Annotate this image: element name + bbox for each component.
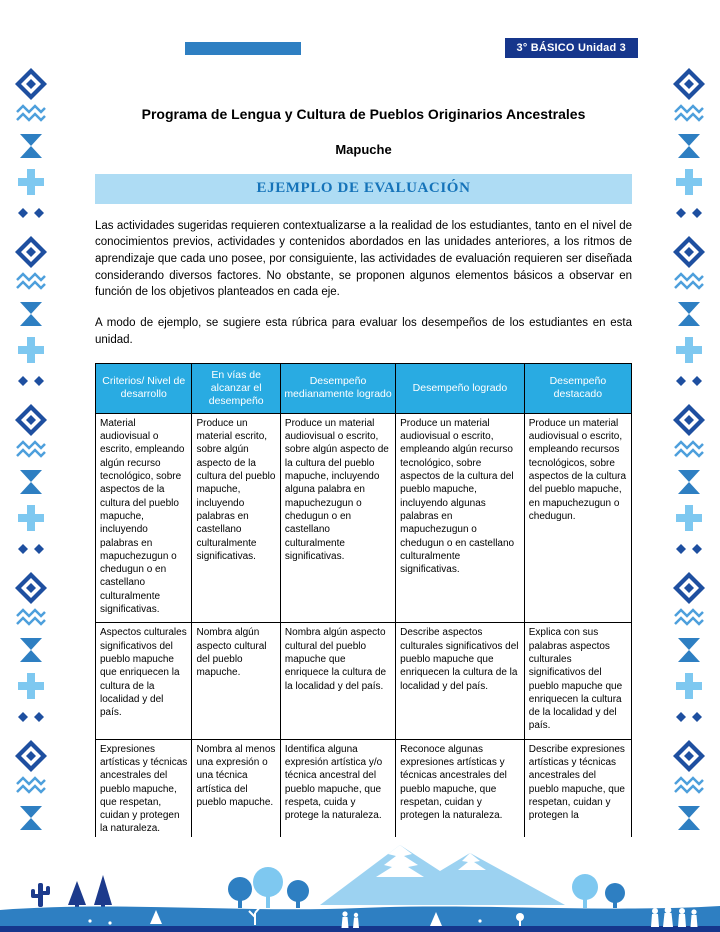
rubric-cell: Produce un material escrito, sobre algún aspecto de la cultura del pueblo mapuche, incluyendo palabras en castellano culturalmente significativas.: [192, 413, 280, 622]
paragraph-2: A modo de ejemplo, se sugiere esta rúbrica para evaluar los desempeños de los estudiantes en esta unidad.: [95, 317, 632, 346]
table-row: [96, 413, 632, 622]
rubric-cell: Nombra algún aspecto cultural del pueblo mapuche que enriquece la cultura de la localidad y del país.: [280, 623, 395, 739]
unit-badge: 3° BÁSICO Unidad 3: [505, 38, 638, 58]
rubric-cell: Material audiovisual o escrito, empleando algún recurso tecnológico, sobre aspectos de la cultura del pueblo mapuche, incluyendo palabras en mapuchezugun o chedugun o en castellano culturalmente significativas.: [96, 413, 192, 622]
decorative-border-left-icon: [13, 62, 49, 848]
intro-paragraphs: [95, 218, 632, 349]
rubric-cell: Identifica alguna expresión artística y/o técnica ancestral del pueblo mapuche, que respeta, cuida y protege la naturaleza.: [280, 739, 395, 842]
program-title: Programa de Lengua y Cultura de Pueblos Originarios Ancestrales: [141, 106, 586, 122]
culture-title: Mapuche: [335, 141, 392, 157]
table-row: [96, 623, 632, 739]
rubric-cell: Produce un material audiovisual o escrito, empleando algún recurso tecnológico, sobre aspectos de la cultura del pueblo mapuche, incluyendo algunas palabras en mapuchezugun o chedugun o en castellano culturalmente significativas.: [396, 413, 525, 622]
decorative-border-right-icon: [671, 62, 707, 848]
paragraph-1: Las actividades sugeridas requieren contextualizarse a la realidad de los estudiantes, tanto en el nivel de conocimientos previos, actividades y contenidos abordados en las unidades anteriores, a los ritmos de aprendizaje que cada uno posee, por consiguiente, las actividades de evaluación requieren ser diseñada considerando diversos factores. No obstante, se proponen algunos elementos básicos a observar en función de los objetivos planteados en cada eje.: [95, 219, 632, 299]
rubric-header-logrado: Desempeño logrado: [396, 363, 525, 413]
rubric-cell: Expresiones artísticas y técnicas ancestrales del pueblo mapuche, que respetan, cuidan y protegen la naturaleza.: [96, 739, 192, 842]
rubric-cell: Produce un material audiovisual o escrito, empleando recursos tecnológicos, sobre aspectos de la cultura del pueblo mapuche, en mapuchezugun o chedugun.: [524, 413, 631, 622]
rubric-cell: Produce un material audiovisual o escrito, sobre algún aspecto de la cultura del pueblo mapuche, incluyendo alguna palabra en mapuchezugun o chedugun o en castellano culturalmente significativas.: [280, 413, 395, 622]
rubric-header-medianamente: Desempeño medianamente logrado: [280, 363, 395, 413]
rubric-cell: Describe aspectos culturales significativos del pueblo mapuche que enriquecen la cultura de la localidad y del país.: [396, 623, 525, 739]
rubric-cell: Explica con sus palabras aspectos culturales significativos del pueblo mapuche que enriquecen la cultura de la localidad y del país.: [524, 623, 631, 739]
rubric-header-en-vias: En vías de alcanzar el desempeño: [192, 363, 280, 413]
table-row: [96, 739, 632, 842]
rubric-cell: Nombra al menos una expresión o una técnica artística del pueblo mapuche.: [192, 739, 280, 842]
rubric-cell: Nombra algún aspecto cultural del pueblo mapuche.: [192, 623, 280, 739]
rubric-table: [95, 363, 632, 843]
section-title: EJEMPLO DE EVALUACIÓN: [95, 174, 632, 204]
rubric-header-destacado: Desempeño destacado: [524, 363, 631, 413]
rubric-cell: Describe expresiones artísticas y técnicas ancestrales del pueblo mapuche, que respetan, cuidan y protegen la: [524, 739, 631, 842]
rubric-header-criterios: Criterios/ Nivel de desarrollo: [96, 363, 192, 413]
rubric-header-row: [96, 363, 632, 413]
footer-landscape-icon: [0, 837, 720, 932]
rubric-cell: Reconoce algunas expresiones artísticas y técnicas ancestrales del pueblo mapuche, que respetan, cuidan y protegen la naturaleza.: [396, 739, 525, 842]
page-content: [95, 106, 632, 843]
top-decorative-bar: [185, 42, 301, 55]
rubric-cell: Aspectos culturales significativos del pueblo mapuche que enriquecen la cultura de la localidad y del país.: [96, 623, 192, 739]
